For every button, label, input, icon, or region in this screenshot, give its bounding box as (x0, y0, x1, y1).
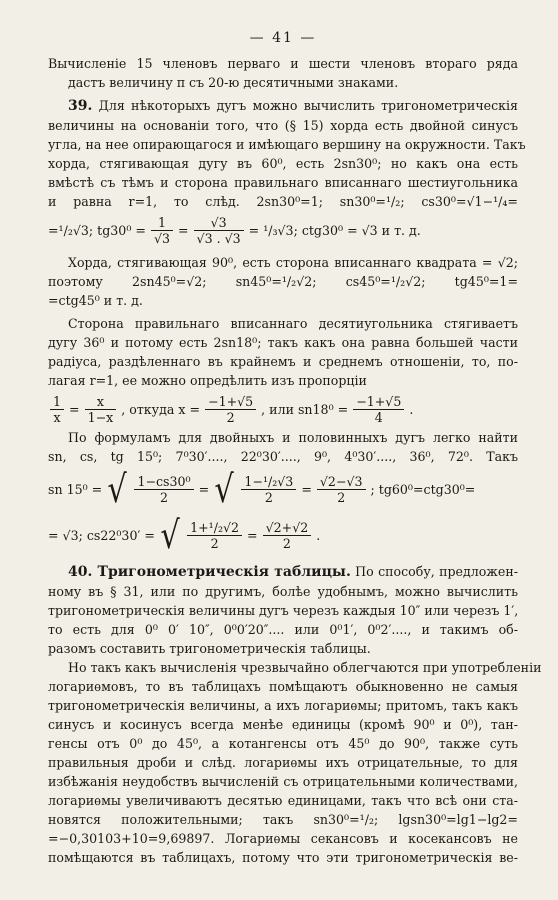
text-line: величины на основаніи того, что (§ 15) хорда есть двойной синусъ (48, 118, 518, 133)
formula-line (48, 211, 518, 249)
formula-text: ; tg60⁰=ctg30⁰= (370, 481, 476, 497)
formula-text: . (316, 527, 321, 543)
fraction: $\frac{\text{1−cs30⁰}}{2}$ (134, 474, 193, 505)
formula-text: = ¹/₃√3; ctg30⁰ = √3 и т. д. (248, 222, 421, 238)
text-line: дастъ величину π съ 20-ю десятичными знаками. (68, 75, 399, 90)
text-line: избѣжанія неудобствъ вычисленій съ отрицательными количествами, (48, 774, 518, 789)
text-line: Но такъ какъ вычисленія чрезвычайно облегчаются при употребленіи (68, 660, 542, 675)
text-line: По формуламъ для двойныхъ и половинныхъ дугъ легко найти (68, 430, 518, 445)
text-line: тригонометрическія величины дугъ черезъ каждыя 10″ или черезъ 1′, (48, 603, 519, 618)
text-line: и равна r=1, то слѣд. 2sn30⁰=1; sn30⁰=¹/₂; cs30⁰=√1−¹/₄= (48, 194, 518, 209)
formula-text: = (198, 481, 210, 497)
formula-text: =¹/₂√3; tg30⁰ = (48, 222, 146, 238)
formula-text: = (247, 527, 258, 543)
text-line: правильныя дроби и слѣд. логариѳмы ихъ отрицательные, то для (48, 755, 518, 770)
formula-line (48, 390, 518, 428)
text-line: разомъ составить тригонометрическія таблицы. (48, 641, 371, 656)
formula-text: = (301, 481, 312, 497)
text-line: логариѳмовъ, то въ таблицахъ помѣщаютъ обыкновенно не самыя (48, 679, 518, 694)
section-40-first-line: 40. Тригонометрическія таблицы. По способу, предложен- (68, 564, 518, 580)
formula-text: sn 15⁰ = (48, 481, 103, 497)
text-line: дугу 36⁰ и потому есть 2sn18⁰; такъ какъ она равна большей части (48, 335, 518, 350)
text-line: помѣщаются въ таблицахъ, потому что эти тригонометрическія ве- (48, 850, 518, 865)
fraction: $\frac{1}{√3}$ (151, 215, 173, 246)
text-line: новятся положительными; такъ sn30⁰=¹/₂; lgsn30⁰=lg1−lg2= (48, 812, 518, 827)
formula-text: = (177, 222, 189, 238)
formula-line (48, 512, 518, 558)
section-heading: 40. Тригонометрическія таблицы. (68, 564, 351, 580)
text-line: угла, на нее опирающагося и имѣющаго вершину на окружности. Такъ (48, 137, 526, 152)
fraction: $\frac{√3}{√3 . √3}$ (194, 215, 244, 246)
radical-sign: √ (214, 467, 234, 511)
text-line: поэтому 2sn45⁰=√2; sn45⁰=¹/₂√2; cs45⁰=¹/₂√2; tg45⁰=1= (48, 274, 518, 289)
text-line: Сторона правильнаго вписаннаго десятиугольника стягиваетъ (68, 316, 518, 331)
page-number: — 41 — (249, 30, 317, 46)
formula-text: , откуда x = (121, 401, 201, 417)
text-line: то есть для 0⁰ 0′ 10″, 0⁰0′20″.... или 0⁰1′, 0⁰2′...., и такимъ об- (48, 622, 518, 637)
text-line: генсы отъ 0⁰ до 45⁰, а котангенсы отъ 45⁰ до 90⁰, также суть (48, 736, 518, 751)
fraction: $\frac{\text{1+¹/₂√2}}{2}$ (187, 520, 242, 551)
text-line: =ctg45⁰ и т. д. (48, 293, 143, 308)
text-line: sn, cs, tg 15⁰; 7⁰30′...., 22⁰30′...., 9⁰, 4⁰30′...., 36⁰, 72⁰. Такъ (48, 449, 518, 464)
text-line: тригонометрическія величины, а ихъ логариѳмы; притомъ, такъ какъ (48, 698, 518, 713)
fraction: $\frac{√2-√3}{2}$ (317, 474, 366, 505)
text-line: хорда, стягивающая дугу въ 60⁰, есть 2sn30⁰; но какъ она есть (48, 156, 518, 171)
text-line: ному въ § 31, или по другимъ, болѣе удобнымъ, можно вычислить (48, 584, 518, 599)
fraction: $\frac{√2+√2}{2}$ (263, 520, 312, 551)
text-line: синусъ и косинусъ всегда менѣе единицы (кромѣ 90⁰ и 0⁰), тан- (48, 717, 518, 732)
formula-line (48, 466, 518, 512)
section-39-first-line: 39. Для нѣкоторыхъ дугъ можно вычислить тригонометрическія (68, 98, 518, 114)
formula-text: = (69, 401, 80, 417)
fraction: $\frac{\text{1−¹/₂√3}}{2}$ (241, 474, 296, 505)
fraction: $\frac{x}{1-x}$ (85, 394, 117, 425)
fraction: $\frac{-1+√5}{4}$ (353, 394, 404, 425)
radical-sign: √ (107, 467, 128, 511)
section-number: 39. (68, 98, 93, 114)
formula-text: = √3; cs22⁰30′ = (48, 527, 155, 543)
text-line: логариѳмы увеличиваютъ десятью единицами, такъ что всѣ они ста- (48, 793, 518, 808)
radical-sign: √ (160, 513, 180, 557)
text-line: радіуса, раздѣленнаго въ крайнемъ и среднемъ отношеніи, то, по- (48, 354, 518, 369)
fraction: $\frac{-1+√5}{2}$ (205, 394, 256, 425)
text-line: Вычисленіе 15 членовъ перваго и шести членовъ втораго ряда (48, 56, 518, 71)
formula-text: , или sn18⁰ = (261, 401, 349, 417)
formula-text: . (409, 401, 414, 417)
text-line: =−0,30103+10=9,69897. Логариѳмы секансовъ и косекансовъ не (48, 831, 518, 846)
text-line: Хорда, стягивающая 90⁰, есть сторона вписаннаго квадрата = √2; (68, 255, 518, 270)
text-line: вмѣстѣ съ тѣмъ и сторона правильнаго вписаннаго шестиугольника (48, 175, 518, 190)
text-line: лагая r=1, ее можно опредѣлить изъ пропорціи (48, 373, 367, 388)
fraction: $\frac{1}{x}$ (50, 394, 64, 425)
